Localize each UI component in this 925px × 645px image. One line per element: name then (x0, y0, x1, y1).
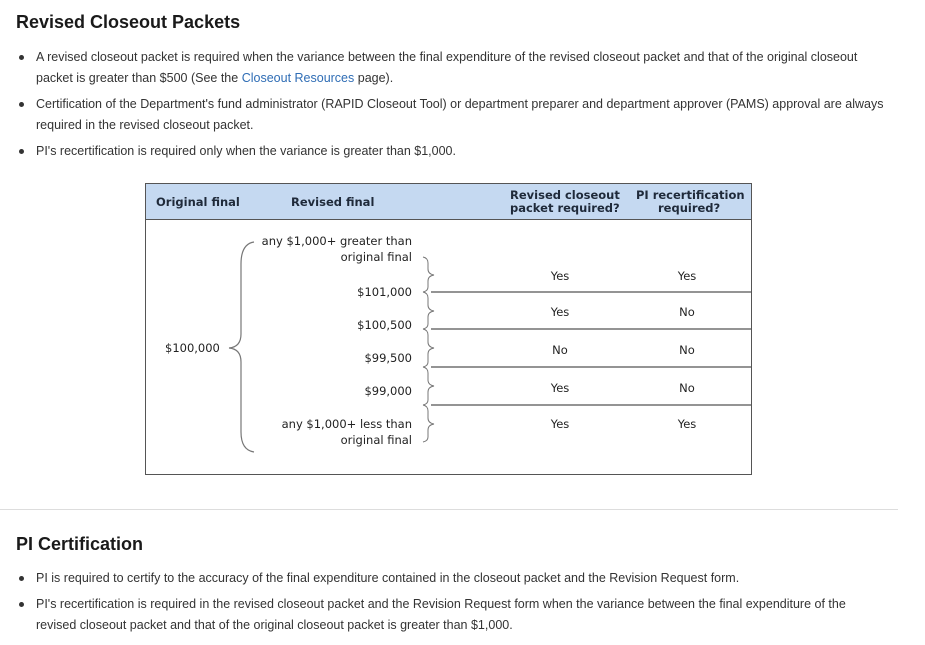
packet-required-row4: Yes (550, 381, 570, 395)
list-item (16, 94, 886, 136)
packet-required-row2: Yes (550, 305, 570, 319)
packet-required-row3: No (552, 343, 568, 357)
header-revised-final: Revised final (291, 195, 375, 209)
bullet-text-end: page). (354, 71, 394, 85)
pi-required-row3: No (679, 343, 695, 357)
pi-required-row1: Yes (677, 269, 697, 283)
pi-certification-bullet-list (16, 568, 886, 641)
bullet-dot (19, 55, 24, 60)
packet-required-row5: Yes (550, 417, 570, 431)
bullet-dot (19, 602, 24, 607)
section-divider (0, 509, 898, 510)
bullet-text: A revised closeout packet is required when the variance between the final expenditure of the revised closeout packet and that of the original closeout packet is greater than $500 (See the (36, 50, 858, 85)
header-packet-required-line1: Revised closeout (510, 188, 620, 202)
section-title-pi-certification: PI Certification (16, 534, 144, 554)
revised-closeout-bullet-list (16, 47, 886, 167)
closeout-resources-link[interactable]: Closeout Resources (241, 71, 355, 85)
bullet-text: Certification of the Department's fund administrator (RAPID Closeout Tool) or department preparer and department approver (PAMS) approval are always required in the revised closeout packet. (36, 97, 884, 132)
variance-decision-figure (145, 183, 752, 475)
bullet-dot (19, 102, 24, 107)
bullet-text: PI is required to certify to the accuracy of the final expenditure contained in the closeout packet and the Revision Request form. (36, 571, 740, 585)
bullet-text: PI's recertification is required in the revised closeout packet and the Revision Request form when the variance between the final expenditure of the revised closeout packet and that of the original closeout packet is greater than $1,000. (36, 597, 846, 632)
packet-required-row1: Yes (550, 269, 570, 283)
list-item (16, 568, 886, 589)
pi-required-row5: Yes (677, 417, 697, 431)
revised-value-less: any $1,000+ less than original final (281, 417, 412, 447)
header-packet-required-line2: packet required? (510, 201, 620, 215)
original-final-value: $100,000 (165, 341, 220, 355)
header-pi-recert-line1: PI recertification (636, 188, 745, 202)
list-item (16, 141, 886, 162)
revised-value-99000: $99,000 (364, 384, 412, 398)
revised-value-101000: $101,000 (357, 285, 412, 299)
pi-required-row2: No (679, 305, 695, 319)
section-title-revised-closeout: Revised Closeout Packets (16, 12, 241, 32)
header-original-final: Original final (156, 195, 240, 209)
revised-value-greater: any $1,000+ greater than original final (261, 234, 412, 264)
revised-value-100500: $100,500 (357, 318, 412, 332)
header-pi-recert-line2: required? (658, 201, 721, 215)
list-item (16, 47, 886, 89)
pi-required-row4: No (679, 381, 695, 395)
small-brace-icons (423, 257, 434, 442)
revised-value-99500: $99,500 (364, 351, 412, 365)
bullet-dot (19, 149, 24, 154)
bullet-dot (19, 576, 24, 581)
list-item (16, 594, 886, 636)
bullet-text: PI's recertification is required only when the variance is greater than $1,000. (36, 144, 456, 158)
